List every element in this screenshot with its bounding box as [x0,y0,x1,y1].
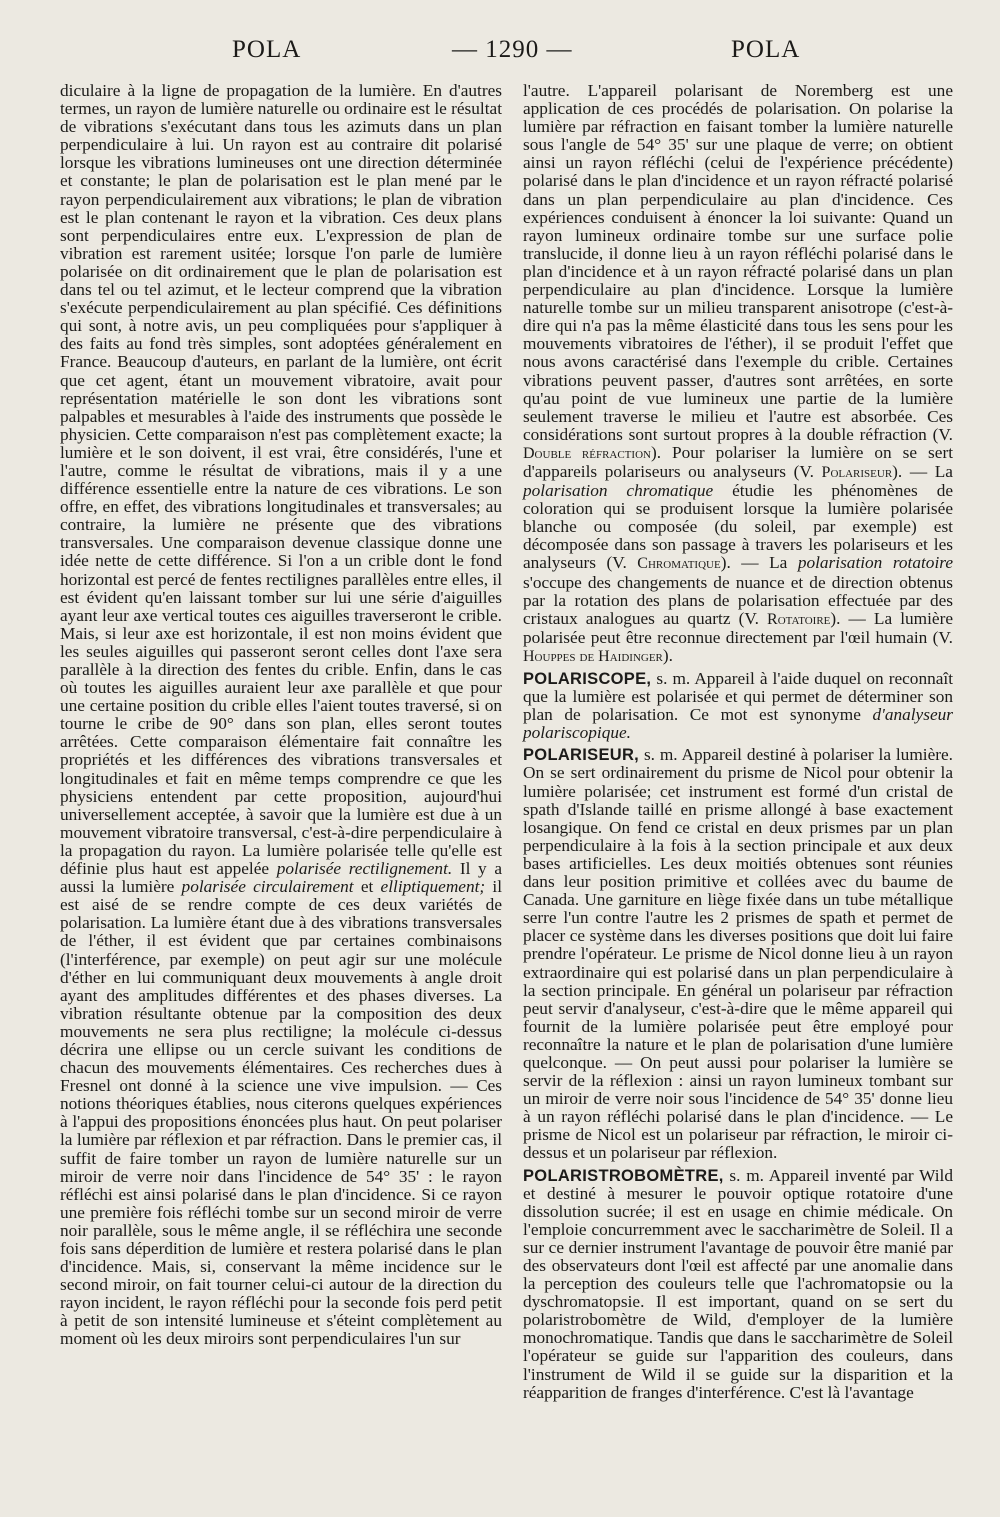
right-text-1c: ). — La [892,461,953,481]
entry-headword-polaristrobometre: POLARISTROBOMÈTRE, [523,1166,724,1185]
left-column-paragraph [60,82,502,1349]
right-text-1d: étudie les phénomènes de coloration qui se produisent lorsque la lumière polarisée blanche ou composée (du soleil, par exemple) est décomposée dans son passage à travers les polariseurs et les analyseurs (V. [523,481,954,573]
entry-polariseur [523,746,953,1162]
cross-ref-polariseur: Polariseur [821,463,893,481]
left-column [60,82,502,1349]
entry-polariscope [523,670,953,742]
entry-polaristrobometre [523,1167,953,1402]
left-text-4: il est aisé de se rendre compte de ces deux variétés de polarisation. La lumière étant due à des vibrations transversales de l'éther, il est évident que par certaines combinaisons (l'interférence, par exemple) on peut agir sur une molécule d'éther en lui communiquant deux mouvements à angle droit ayant des amplitudes différentes et des phases diverses. La vibration résultante obtenue par la composition des deux mouvements ne sera plus rectiligne; la molécule ci-dessus décrira une ellipse ou un cercle suivant les conditions de chacun des mouvements élémentaires. Ces recherches dues à Fresnel ont donné à la science une vive impulsion. — Ces notions théoriques établies, nous citerons quelques expériences à l'appui des propositions énoncées plus haut. On peut polariser la lumière par réflexion et par réfraction. Dans le premier cas, il suffit de faire tomber un rayon de lumière naturelle sur un miroir de verre noir dans l'incidence de 54° 35' : le rayon réfléchi est ainsi polarisé dans le plan d'incidence. Si ce rayon une première fois réfléchi tombe sur un second miroir de verre noir parallèle, sous le même angle, il se réfléchira une seconde fois sans déperdition de lumière et restera polarisé dans le plan d'incidence. Mais, si, conservant la même incidence sur le second miroir, on fait tourner celui-ci autour de la direction du rayon incident, le rayon réfléchi pour la seconde fois perd petit à petit de son intensité lumineuse et s'éteint complètement au moment où les deux miroirs sont perpendiculaires l'un sur [60,877,503,1349]
left-italic-1: polarisée rectilignement. [276,859,453,879]
header-left-word: POLA [232,36,302,63]
cross-ref-double-refraction: Double réfraction [523,444,651,462]
header-right-word: POLA [731,36,801,63]
right-text-1f: s'occupe des changements de nuance et de direction obtenus par la rotation des plans de polarisation effectuée par des cristaux analogues au quartz (V. [523,572,953,628]
left-italic-2: polarisée circulairement [181,877,354,897]
entry-body-polariscope: s. m. Appareil à l'aide duquel on reconnaît que la lumière est polarisée et qui permet de déterminer son plan de polarisation. Ce mot est synonyme [523,669,954,725]
right-text-1h: ). [662,645,673,665]
cross-ref-houppes-de-haidinger: Houppes de Haidinger [523,647,663,665]
right-text-1g: ). — La lumière polarisée peut être reconnue directement par l'œil humain (V. [523,608,953,647]
polarisation-continuation [523,82,953,666]
entry-body-polaristrobometre: s. m. Appareil inventé par Wild et destiné à mesurer le pouvoir optique rotatoire d'une dissolution sucrée; il est en usage en chimie médicale. On l'emploie concurremment avec le saccharimètre de Soleil. Il a sur ce dernier instrument l'avantage de pouvoir être manié par des observateurs dont l'œil est affecté par une anomalie dans la perception des couleurs telle que l'achromatopsie ou la dyschromatopsie. Il est important, quand on se sert du polaristrobomètre de Wild, d'employer de la lumière monochromatique. Tandis que dans le saccharimètre de Soleil l'opérateur se guide sur l'apparition des couleurs, dans l'instrument de Wild il se guide sur la disparition et la réapparition de franges d'interférence. C'est là l'avantage [523,1165,953,1402]
term-polarisation-chromatique: polarisation chromatique [523,481,714,501]
page-number: — 1290 — [452,36,573,63]
left-text-1: diculaire à la ligne de propagation de la lumière. En d'autres termes, un rayon de lumière naturelle ou ordinaire est le résultat de vibrations s'exécutant dans tous les azimuts dans un plan perpendiculaire à lui. Un rayon est au contraire dit polarisé lorsque les vibrations lumineuses ont une direction déterminée et constante; le plan de polarisation est le plan mené par le rayon perpendiculairement aux vibrations; le plan de vibration est le plan contenant le rayon et la vibration. Ces deux plans sont perpendiculaires entre eux. L'expression de plan de vibration est rarement usitée; lorsque l'on parle de lumière polarisée on dit ordinairement que le plan de polarisation est dans tel ou tel azimut, et le lecteur comprend que la vibration s'exécute perpendiculairement au plan spécifié. Ces définitions qui sont, à notre avis, un peu compliquées pour s'appliquer à des faits au fond très simples, sont adoptées généralement en France. Beaucoup d'auteurs, en parlant de la lumière, ont écrit que cet agent, étant un mouvement vibratoire, avait pour représentation matérielle le son dont les vibrations sont palpables et mesurables à l'aide des instruments que possède le physicien. Cette comparaison n'est pas complètement exacte; la lumière et le son doivent, il est vrai, être considérés, l'une et l'autre, comme le résultat de vibrations, mais il y a une différence essentielle entre la nature de ces vibrations. Le son offre, en effet, des vibrations longitudinales et transversales; au contraire, la lumière ne présente que des vibrations transversales. Une comparaison devenue classique donne une idée nette de cette différence. Si l'on a un crible dont le fond horizontal est percé de fentes rectilignes parallèles entre elles, il est évident qu'en laissant tomber sur lui une série d'aiguilles ayant leur axe vertical toutes ces aiguilles traverseront le crible. Mais, si leur axe est horizontale, il est non moins évident que les seules aiguilles qui passeront seront celles dont l'axe sera parallèle à la direction des fentes du crible. Enfin, dans le cas où toutes les aiguilles auraient leur axe parallèle et que pour une certaine position du crible elles l'aient toutes traversé, si on tourne le cribe de 90° dans son plan, elles seront toutes arrêtées. Cette comparaison élémentaire fait connaître les propriétés et les différences des vibrations transversales et longitudinales et fait en même temps comprendre ce que les physiciens entendent par cette proposition, aujourd'hui universellement acceptée, à savoir que la lumière est due à un mouvement vibratoire transversal, c'est-à-dire perpendiculaire à la propagation du rayon. La lumière polarisée telle qu'elle est définie plus haut est appelée [60,81,502,879]
right-text-1b: ). Pour polariser la lumière on se sert d'appareils polariseurs ou analyseurs (V. [523,442,954,481]
entry-italic-polariscope: d'analyseur polariscopique. [523,705,953,743]
right-text-1e: ). — La [720,553,788,573]
entry-body-polariseur: s. m. Appareil destiné à polariser la lumière. On se sert ordinairement du prisme de Nicol pour obtenir la lumière polarisée; cet instrument est formé d'un cristal de spath d'Islande taillé en prisme allongé à base exactement losangique. On fend ce cristal en deux prismes par un plan perpendiculaire à la fois à la section principale et aux deux bases artificielles. Les deux moitiés obtenues sont réunies dans leur position primitive et collées avec du baume de Canada. Une garniture en liège fixée dans un tube métallique serre l'un contre l'autre les 2 prismes de spath et permet de placer ce système dans les diverses positions que doit lui faire prendre l'opérateur. Le prisme de Nicol donne lieu à un rayon extraordinaire qui est polarisé dans un plan perpendiculaire à la section principale. En général un polariseur par réfraction peut servir d'analyseur, c'est-à-dire que le même appareil qui fournit de la lumière polarisée peut être employé pour reconnaître la nature et le plan de polarisation d'une lumière quelconque. — On peut aussi pour polariser la lumière se servir de la réflexion : ainsi un rayon lumineux tombant sur un miroir de verre noir sous l'incidence de 54° 35' donne lieu à un rayon réfléchi polarisé dans le plan d'incidence. — Le prisme de Nicol est un polariseur par réfraction, le miroir ci-dessus et un polariseur par réflexion. [523,745,953,1163]
running-header [0,36,1000,76]
left-italic-3: elliptiquement; [380,877,486,897]
term-polarisation-rotatoire: polarisation rotatoire [797,553,953,573]
right-column [523,82,953,1402]
entry-headword-polariseur: POLARISEUR, [523,746,640,765]
left-text-2: Il y a aussi la lumière [60,859,502,897]
entry-headword-polariscope: POLARISCOPE, [523,670,652,688]
left-text-3: et [360,877,374,897]
cross-ref-chromatique: Chromatique [637,555,721,573]
cross-ref-rotatoire: Rotatoire [767,610,831,628]
right-text-1a: l'autre. L'appareil polarisant de Noremberg est une application de ces procédés de polarisation. On polarise la lumière par réfraction en faisant tomber la lumière naturelle sous l'angle de 54° 35' sur une plaque de verre; on obtient ainsi un rayon réfléchi (celui de l'expérience précédente) polarisé dans le plan d'incidence et un rayon réfracté polarisé dans un plan perpendiculaire au plan d'incidence. Ces expériences conduisent à énoncer la loi suivante: Quand un rayon lumineux ordinaire tombe sur une surface polie translucide, il donne lieu à un rayon réfléchi polarisé dans le plan d'incidence et à un rayon réfracté polarisé dans un plan perpendiculaire au plan d'incidence. Lorsque la lumière naturelle tombe sur un milieu transparent anisotrope (c'est-à-dire qui n'a pas la même élasticité dans tous les sens pour les mouvements vibratoires de l'éther), il se produit l'effet que nous avons caractérisé dans l'exemple du crible. Certaines vibrations peuvent passer, d'autres sont arrêtées, en sorte qu'au point de vue lumineux une partie de la lumière seulement traverse le milieu et l'autre est absorbée. Ces considérations sont surtout propres à la double réfraction (V. [523,81,953,444]
